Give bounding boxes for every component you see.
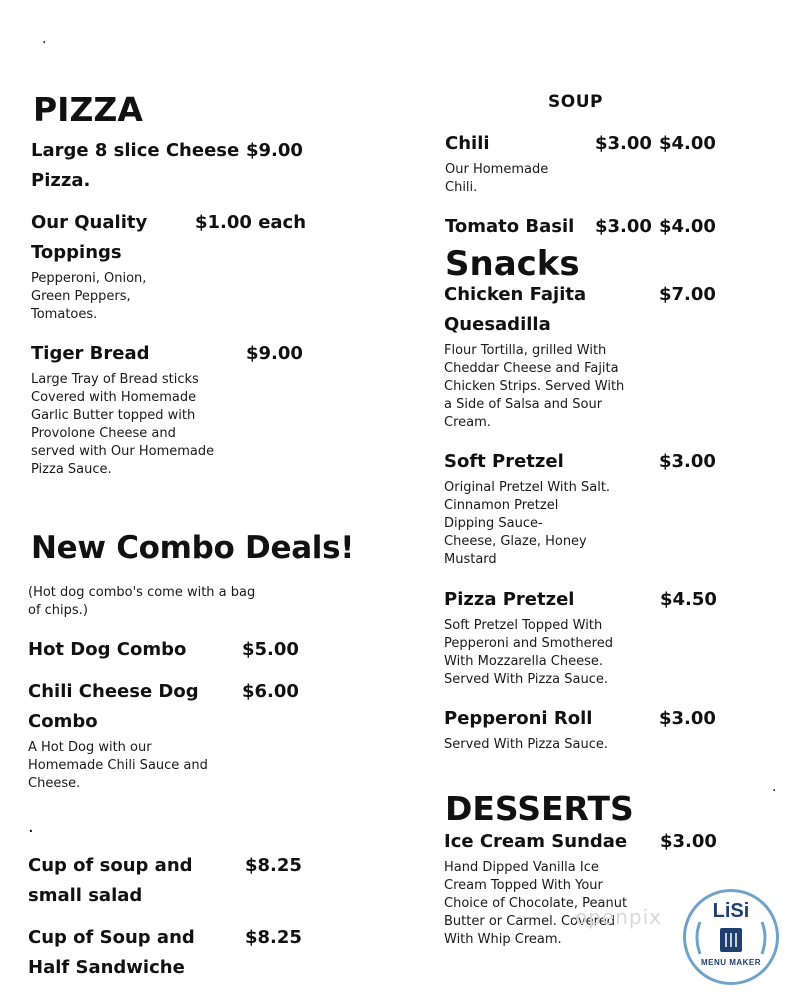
menu-item-name: Large 8 slice Cheese xyxy=(31,140,240,161)
snacks-heading: Snacks xyxy=(445,244,580,284)
menu-item-description: Pepperoni, Onion, Green Peppers, Tomatoes. xyxy=(31,271,147,322)
menu-item-name: Tomato Basil xyxy=(445,216,575,237)
menu-item-price: $1.00 each xyxy=(195,212,307,233)
menu-item-price: $3.00 xyxy=(659,708,716,729)
menu-item-description: Original Pretzel With Salt. Cinnamon Pretzel Dipping Sauce- Cheese, Glaze, Honey Mustard xyxy=(444,480,611,567)
combo-heading: New Combo Deals! xyxy=(31,530,355,566)
menu-item-name: Chicken Fajita xyxy=(444,284,587,305)
menu-item-description: A Hot Dog with our Homemade Chili Sauce and Cheese. xyxy=(28,740,208,791)
menu-item-name: Cup of Soup and xyxy=(28,927,195,948)
stray-dot: . xyxy=(28,816,34,837)
menu-item-name: Chili xyxy=(445,133,490,154)
menu-item-price: $9.00 xyxy=(246,343,303,364)
menu-item-name: Hot Dog Combo xyxy=(28,639,187,660)
menu-item-name: Combo xyxy=(28,711,98,732)
menu-item-name: Chili Cheese Dog xyxy=(28,681,199,702)
menu-item-name: Toppings xyxy=(31,242,122,263)
menu-item-name: Tiger Bread xyxy=(31,343,150,364)
menu-item-price: $8.25 xyxy=(245,855,302,876)
lisi-logo xyxy=(683,889,779,985)
stray-dot: . xyxy=(772,779,777,795)
menu-item-name: Our Quality xyxy=(31,212,148,233)
menu-item-description: Soft Pretzel Topped With Pepperoni and Smothered With Mozzarella Cheese. Served With Pizza Sauce. xyxy=(444,618,613,687)
menu-item-price: $6.00 xyxy=(242,681,299,702)
menu-item-name: Cup of soup and xyxy=(28,855,193,876)
stray-dot: . xyxy=(42,31,47,47)
desserts-heading: DESSERTS xyxy=(445,789,634,828)
menu-item-name: small salad xyxy=(28,885,143,906)
menu-item-description: Hand Dipped Vanilla Ice Cream Topped With Your Choice of Chocolate, Peanut Butter or Carmel. Covered With Whip Cream. xyxy=(444,860,628,947)
menu-item-price: $9.00 xyxy=(246,140,303,161)
menu-item-description: Our Homemade Chili. xyxy=(445,162,549,195)
menu-item-price: $3.00 xyxy=(595,216,652,237)
menu-item-price: $4.00 xyxy=(659,216,716,237)
menu-item-name: Pepperoni Roll xyxy=(444,708,593,729)
menu-item-name: Soft Pretzel xyxy=(444,451,564,472)
menu-item-price: $3.00 xyxy=(660,831,717,852)
menu-item-price: $5.00 xyxy=(242,639,299,660)
menu-item-description: Served With Pizza Sauce. xyxy=(444,737,608,752)
menu-item-description: Large Tray of Bread sticks Covered with Homemade Garlic Butter topped with Provolone Cheese and served with Our Homemade Pizza Sauce. xyxy=(31,372,215,477)
menu-item-price: $8.25 xyxy=(245,927,302,948)
menu-item-price: $4.50 xyxy=(660,589,717,610)
menu-item-name: Quesadilla xyxy=(444,314,551,335)
menu-item-name: Pizza Pretzel xyxy=(444,589,575,610)
menu-item-name: Half Sandwiche xyxy=(28,957,185,978)
soup-heading: SOUP xyxy=(548,92,603,112)
menu-item-price: $3.00 xyxy=(595,133,652,154)
menu-item-price: $7.00 xyxy=(659,284,716,305)
combo-note: (Hot dog combo's come with a bag of chips.) xyxy=(28,585,256,618)
logo-caption: MENU MAKER xyxy=(700,958,762,967)
menu-item-name: Ice Cream Sundae xyxy=(444,831,628,852)
pizza-heading: PIZZA xyxy=(33,90,143,129)
menu-item-description: Flour Tortilla, grilled With Cheddar Cheese and Fajita Chicken Strips. Served With a Side of Salsa and Sour Cream. xyxy=(444,343,625,430)
logo-brand: LiSi xyxy=(712,900,750,922)
menu-item-price: $4.00 xyxy=(659,133,716,154)
menu-item-name: Pizza. xyxy=(31,170,91,191)
menu-item-price: $3.00 xyxy=(659,451,716,472)
watermark-text: openpix xyxy=(575,905,662,929)
